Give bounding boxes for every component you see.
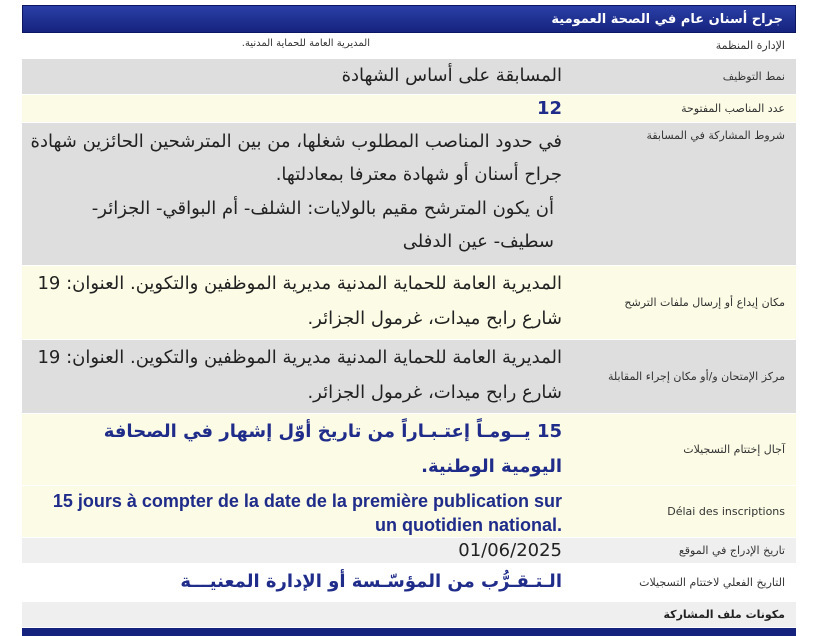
row-value: المسابقة على أساس الشهادة bbox=[341, 65, 562, 86]
row-value bbox=[22, 123, 570, 265]
row-delai-inscriptions bbox=[22, 486, 796, 538]
row-exam-center bbox=[22, 340, 796, 414]
row-label: مكان إيداع أو إرسال ملفات الترشح bbox=[624, 296, 785, 309]
row-actual-closing-date bbox=[22, 564, 796, 602]
row-value: 01/06/2025 bbox=[458, 540, 562, 561]
condition-text-1: في حدود المناصب المطلوب شغلها، من بين المترشحين الحائزين شهادة جراح أسنان أو شهادة معترفا بمعادلتها. bbox=[30, 131, 562, 186]
row-participation-conditions bbox=[22, 123, 796, 266]
row-posting-date bbox=[22, 538, 796, 564]
row-value: المديرية العامة للحماية المدنية مديرية الموظفين والتكوين. العنوان: 19 شارع رابح ميدات، غرمول الجزائر. bbox=[37, 273, 562, 330]
row-value: المديرية العامة للحماية المدنية مديرية الموظفين والتكوين. العنوان: 19 شارع رابح ميدات، غرمول الجزائر. bbox=[37, 347, 562, 404]
page-title: جراح أسنان عام في الصحة العمومية bbox=[22, 5, 796, 33]
row-value: 12 bbox=[536, 98, 562, 119]
row-label: التاريخ الفعلي لاختتام التسجيلات bbox=[639, 576, 785, 589]
row-label: مكونات ملف المشاركة bbox=[663, 608, 785, 621]
row-value: 15 يــومـاً إعتـبـاراً من تاريخ أوّل إشهار في الصحافة اليومية الوطنية. bbox=[103, 421, 562, 478]
condition-text-2: أن يكون المترشح مقيم بالولايات: الشلف- أم البواقي- الجزائر- سطيف- عين الدفلى bbox=[91, 197, 554, 252]
row-label: Délai des inscriptions bbox=[667, 505, 785, 518]
row-label: مركز الإمتحان و/أو مكان إجراء المقابلة bbox=[607, 370, 785, 383]
row-registration-deadline bbox=[22, 414, 796, 486]
row-label: آجال إختتام التسجيلات bbox=[683, 443, 785, 456]
row-recruitment-type bbox=[22, 59, 796, 95]
row-value: 15 jours à compter de la date de la première publication sur un quotidien national. bbox=[52, 491, 562, 536]
bottom-header-bar bbox=[22, 628, 796, 636]
row-value: الـتـقـرُّب من المؤسّـسة أو الإدارة المعنيـــة bbox=[180, 571, 562, 592]
row-label: شروط المشاركة في المسابقة bbox=[646, 129, 785, 142]
row-label: نمط التوظيف bbox=[722, 70, 785, 83]
row-organizing-administration bbox=[22, 33, 796, 59]
row-value: المديرية العامة للحماية المدنية. bbox=[241, 38, 370, 49]
row-open-positions bbox=[22, 95, 796, 123]
row-label: تاريخ الإدراج في الموقع bbox=[678, 544, 785, 557]
row-label: الإدارة المنظمة bbox=[715, 39, 785, 52]
row-submission-place bbox=[22, 266, 796, 340]
row-label: عدد المناصب المفتوحة bbox=[681, 102, 785, 115]
row-application-file-components bbox=[22, 602, 796, 628]
